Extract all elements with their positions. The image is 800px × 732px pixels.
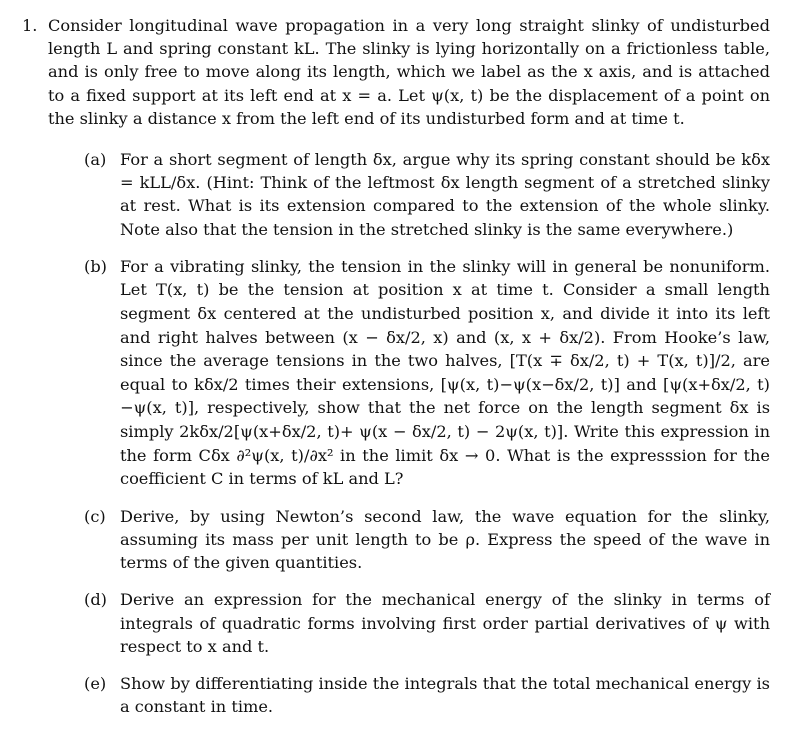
part-label: (e) [84,673,107,693]
part-b [84,255,770,491]
part-label: (d) [84,590,107,610]
part-a [84,148,770,241]
problem-parts [84,148,770,718]
problem-1 [22,14,770,732]
part-text: For a vibrating slinky, the tension in the slinky will in general be nonuniform. Let T(x, t) be the tension at position x at time t. Consider a small length segment δx centered at the undisturbed position x, and divide it into its left and right halves between (x − δx/2, x) and (x, x + δx/2). From Hooke’s law, since the average tensions in the two halves, [T(x ∓ δx/2, t) + T(x, t)]/2, are equal to kδx/2 times their extensions, [ψ(x, t)−ψ(x−δx/2, t)] and [ψ(x+δx/2, t)−ψ(x, t)], respectively, show that the net force on the length segment δx is simply 2kδx/2[ψ(x+δx/2, t)+ ψ(x − δx/2, t) − 2ψ(x, t)]. Write this expression in the form Cδx ∂²ψ(x, t)/∂x² in the limit δx → 0. What is the expresssion for the coefficient C in terms of kL and L? [120,256,770,489]
problem-number: 1. [22,16,38,35]
part-e [84,672,770,718]
part-label: (a) [84,150,107,170]
part-text: Show by differentiating inside the integrals that the total mechanical energy is a constant in time. [120,673,770,717]
part-label: (b) [84,256,107,276]
problem-content [48,14,770,732]
part-c [84,505,770,575]
problem-statement: Consider longitudinal wave propagation in a very long straight slinky of undisturbed length L and spring constant kL. The slinky is lying horizontally on a frictionless table, and is only free to move along its length, which we label as the x axis, and is attached to a fixed support at its left end at x = a. Let ψ(x, t) be the displacement of a point on the slinky a distance x from the left end of its undisturbed form and at time t. [48,16,770,128]
part-text: Derive an expression for the mechanical energy of the slinky in terms of integrals of quadratic forms involving first order partial derivatives of ψ with respect to x and t. [120,590,770,656]
part-label: (c) [84,506,106,526]
part-text: Derive, by using Newton’s second law, the wave equation for the slinky, assuming its mass per unit length to be ρ. Express the speed of the wave in terms of the given quantities. [120,506,770,573]
part-d [84,588,770,658]
part-text: For a short segment of length δx, argue why its spring constant should be kδx = kLL/δx. (Hint: Think of the leftmost δx length segment of a stretched slinky at rest. What is its extension compared to the extension of the whole slinky. Note also that the tension in the stretched slinky is the same everywhere.) [120,150,770,239]
